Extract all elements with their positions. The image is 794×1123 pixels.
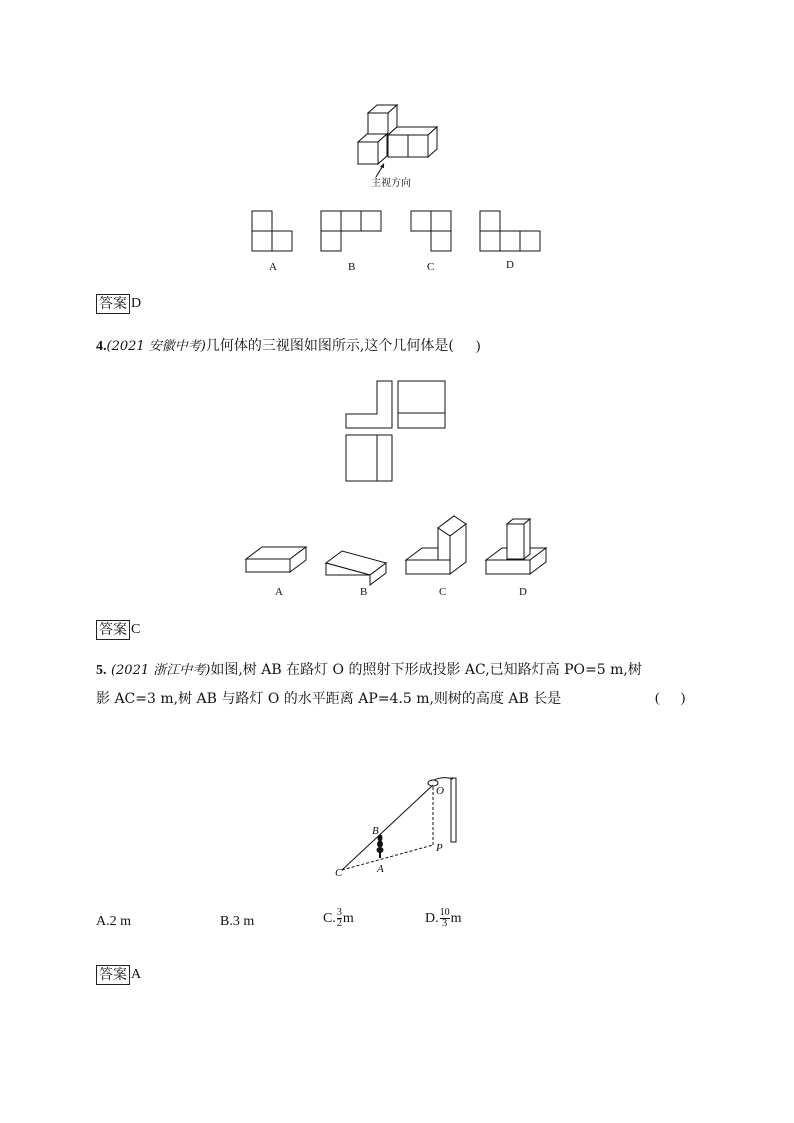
q4-label-b: B <box>360 586 368 598</box>
top-view <box>346 435 392 481</box>
front-view <box>346 381 392 428</box>
question-text: 几何体的三视图如图所示,这个几何体是( <box>205 338 454 354</box>
q4-options-figure <box>240 505 560 600</box>
q4-option-c-solid <box>406 516 466 574</box>
answer-tag: 答案 <box>96 965 130 985</box>
q3-label-b: B <box>348 261 356 273</box>
q3-option-d-shape <box>480 211 500 231</box>
answer-paren: ) <box>475 339 481 354</box>
answer-paren: ( ) <box>655 691 686 706</box>
fraction: $\frac{3}{2}$ <box>336 907 342 929</box>
answer-tag: 答案 <box>96 620 130 640</box>
question-number: 4. <box>96 339 107 354</box>
fraction: $\frac{10}{3}$ <box>439 907 450 929</box>
q4-label-c: C <box>439 586 447 598</box>
q4-option-b-solid <box>326 551 386 585</box>
q3-label-a: A <box>269 261 277 273</box>
q5-option-c: C. $\frac{3}{2}$ m <box>323 907 354 929</box>
answer-value: C <box>131 622 141 637</box>
question-source: (2021 浙江中考) <box>110 663 211 678</box>
view-direction-caption: 主视方向 <box>371 178 411 189</box>
question-4 <box>96 331 480 362</box>
side-view <box>398 381 445 428</box>
q3-options-figure <box>240 205 560 275</box>
q4-option-d-solid <box>486 519 546 574</box>
question-text-line-1: 如图,树 AB 在路灯 O 的照射下形成投影 AC,已知路灯高 PO=5 m,树 <box>210 662 642 678</box>
q3-answer <box>96 293 141 315</box>
tree <box>377 835 384 859</box>
q4-label-d: D <box>519 586 527 598</box>
label-p: P <box>436 842 443 854</box>
three-views-figure <box>340 375 460 490</box>
q3-label-d: D <box>506 259 514 271</box>
question-5-line-1 <box>96 655 642 686</box>
question-number: 5. <box>96 663 107 678</box>
q5-option-d: D. $\frac{10}{3}$ m <box>425 907 462 929</box>
answer-tag: 答案 <box>96 294 130 314</box>
label-o: O <box>436 785 444 797</box>
q3-label-c: C <box>427 261 435 273</box>
q4-answer <box>96 619 140 641</box>
q5-answer <box>96 964 141 986</box>
q4-label-a: A <box>275 586 283 598</box>
q3-option-b-shape <box>321 211 341 231</box>
question-source: (2021 安徽中考) <box>106 339 206 354</box>
q3-option-c-shape <box>411 211 431 231</box>
answer-value: A <box>131 967 142 982</box>
q5-option-b: B.3 m <box>220 914 255 929</box>
question-text-line-2: 影 AC=3 m,树 AB 与路灯 O 的水平距离 AP=4.5 m,则树的高度 AB 长是 <box>96 691 562 707</box>
q3-option-a-shape <box>252 211 272 231</box>
q5-option-a: A.2 m <box>96 914 131 929</box>
q4-option-a-solid <box>246 547 306 572</box>
street-light-figure <box>330 765 490 885</box>
label-a: A <box>377 863 384 875</box>
question-5-line-2 <box>96 684 561 714</box>
lamp-pole <box>451 778 456 842</box>
label-b: B <box>372 825 379 837</box>
answer-value: D <box>131 296 142 311</box>
label-c: C <box>335 867 343 879</box>
